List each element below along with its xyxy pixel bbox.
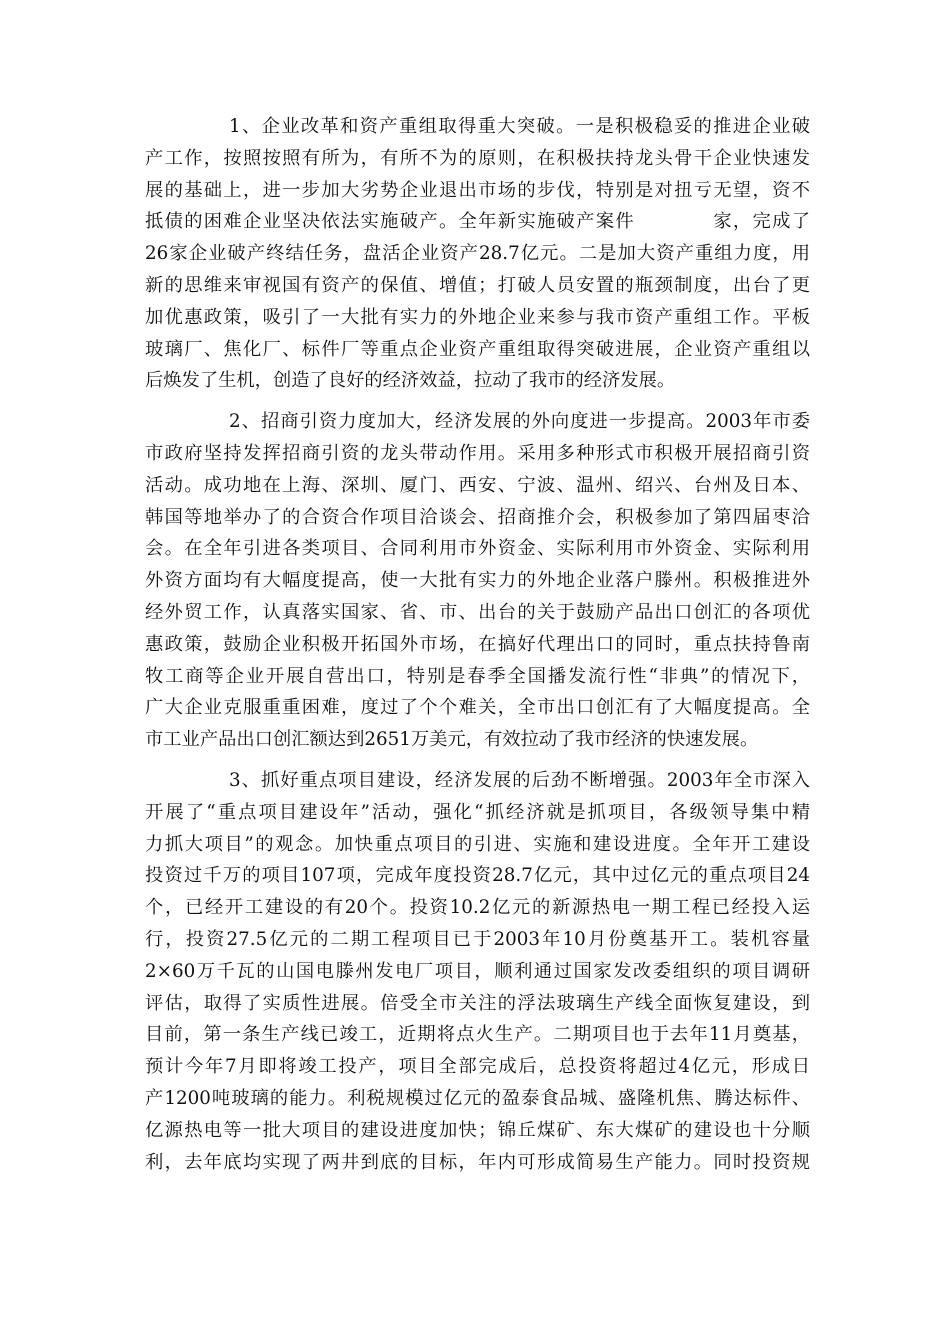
text-line: 预计今年7月即将竣工投产，项目全部完成后，总投资将超过4亿元，形成日 [145,1056,810,1078]
text-line: 经外贸工作，认真落实国家、省、市、出台的关于鼓励产品出口创汇的各项优 [145,601,810,623]
text-line: 后焕发了生机，创造了良好的经济效益，拉动了我市的经济发展。 [145,370,676,392]
text-line: 外资方面均有大幅度提高，使一大批有实力的外地企业落户滕州。积极推进外 [145,570,810,592]
paragraph-1 [145,111,810,397]
text-line: 2、招商引资力度加大，经济发展的外向度进一步提高。2003年市委 [229,411,810,433]
text-line: 利，去年底均实现了两井到底的目标，年内可形成简易生产能力。同时投资规 [145,1151,810,1173]
text-line: 行，投资27.5亿元的二期工程项目已于2003年10月份奠基开工。装机容量 [145,928,810,950]
text-line: 市工业产品出口创汇额达到2651万美元，有效拉动了我市经济的快速发展。 [145,729,759,751]
text-line: 评估，取得了实质性进展。倍受全市关注的浮法玻璃生产线全面恢复建设，到 [145,992,810,1014]
text-line: 牧工商等企业开展自营出口，特别是春季全国播发流行性“非典”的情况下， [145,665,810,687]
paragraph-3 [145,765,810,1178]
text-line: 3、抓好重点项目建设，经济发展的后劲不断增强。2003年全市深入 [229,769,810,791]
text-line: 展的基础上，进一步加大劣势企业退出市场的步伐，特别是对扭亏无望，资不 [145,179,810,201]
text-line: 开展了“重点项目建设年”活动，强化“抓经济就是抓项目，各级领导集中精 [145,801,810,823]
text-line: 会。在全年引进各类项目、合同利用市外资金、实际利用市外资金、实际利用 [145,538,810,560]
text-line: 加优惠政策，吸引了一大批有实力的外地企业来参与我市资产重组工作。平板 [145,306,810,328]
text-line: 玻璃厂、焦化厂、标件厂等重点企业资产重组取得突破进展，企业资产重组以 [145,338,810,360]
text-line: 产1200吨玻璃的能力。利税规模过亿元的盈泰食品城、盛隆机焦、腾达标件、 [145,1087,810,1109]
text-line: 力抓大项目”的观念。加快重点项目的引进、实施和建设进度。全年开工建设 [145,833,810,855]
text-line: 韩国等地举办了的合资合作项目洽谈会、招商推介会，积极参加了第四届枣洽 [145,506,810,528]
text-line: 广大企业克服重重困难，度过了个个难关，全市出口创汇有了大幅度提高。全 [145,697,810,719]
text-line: 市政府坚持发挥招商引资的龙头带动作用。采用多种形式市积极开展招商引资 [145,442,810,464]
text-line: 2×60万千瓦的山国电滕州发电厂项目，顺利通过国家发改委组织的项目调研 [145,960,810,982]
text-line: 目前，第一条生产线已竣工，近期将点火生产。二期项目也于去年11月奠基， [145,1024,810,1046]
text-line: 1、企业改革和资产重组取得重大突破。一是积极稳妥的推进企业破 [229,116,810,137]
text-line: 新的思维来审视国有资产的保值、增值；打破人员安置的瓶颈制度，出台了更 [145,274,810,296]
text-line: 26家企业破产终结任务，盘活企业资产28.7亿元。二是加大资产重组力度，用 [145,243,810,265]
document-body [145,111,810,1187]
paragraph-2 [145,406,810,756]
text-line: 抵债的困难企业坚决依法实施破产。全年新实施破产案件 家，完成了 [145,211,810,233]
text-line: 产工作，按照按照有所为，有所不为的原则，在积极扶持龙头骨干企业快速发 [145,147,810,169]
text-line: 投资过千万的项目107项，完成年度投资28.7亿元，其中过亿元的重点项目24 [145,865,810,887]
text-line: 个，已经开工建设的有20个。投资10.2亿元的新源热电一期工程已经投入运 [145,897,810,919]
text-line: 亿源热电等一批大项目的建设进度加快；锦丘煤矿、东大煤矿的建设也十分顺 [145,1119,810,1141]
text-line: 活动。成功地在上海、深圳、厦门、西安、宁波、温州、绍兴、台州及日本、 [145,474,810,496]
text-line: 惠政策，鼓励企业积极开拓国外市场，在搞好代理出口的同时，重点扶持鲁南 [145,633,810,655]
